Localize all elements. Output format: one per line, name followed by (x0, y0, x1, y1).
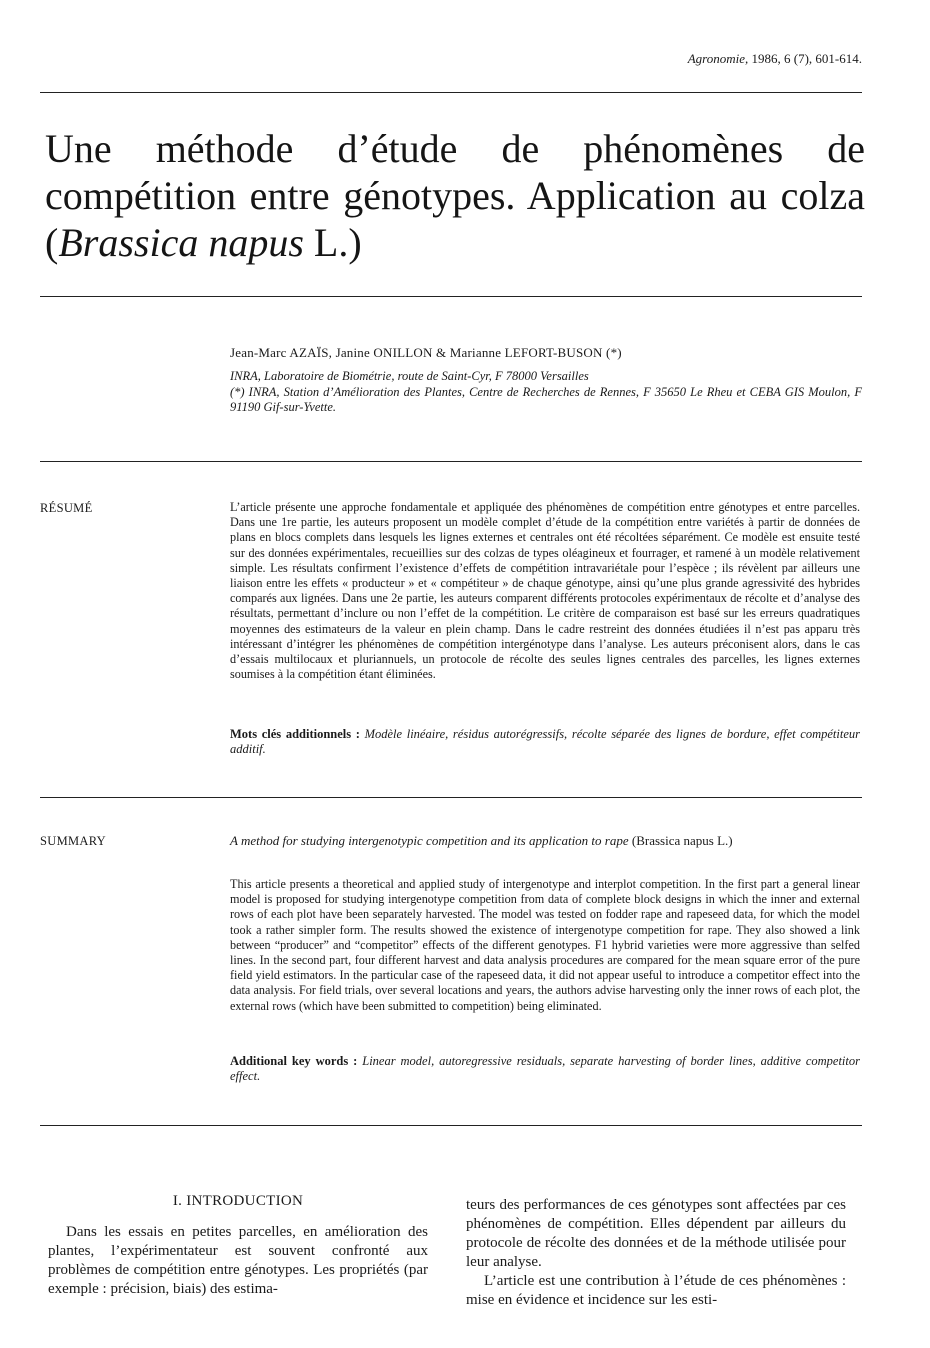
summary-keywords-label: Additional key words : (230, 1054, 358, 1068)
summary-title (230, 833, 862, 849)
affiliation-2: (*) INRA, Station d’Amélioration des Plantes, Centre de Recherches de Rennes, F 35650 Le Rheu et CEBA GIS Moulon, F 91190 Gif-sur-Yvette. (230, 384, 862, 414)
summary-label: SUMMARY (40, 834, 107, 848)
introduction-paragraph-right-1: teurs des performances de ces génotypes sont affectées par ces phénomènes de compétition. Elles dépendent par ailleurs du protocole de récolte des données et de la méthode utilisée pour leur analyse. (466, 1197, 846, 1270)
journal-volume-pages: 1986, 6 (7), 601-614. (751, 51, 862, 66)
summary-text: This article presents a theoretical and applied study of intergenotype and interplot competition. In the first part a general linear model is proposed for studying intergenotype competition from data of complete block designs in which the inner and external rows of each plot have been separately harvested. The model was tested on fodder rape and rapeseed data, for which the model took a rather simpler form. The results showed the existence of intergenotype competition for rape. They also showed a link between “producer” and “competitor” effects of the different genotypes. F1 hybrid varieties were more aggressive than selfed lines. In the second part, four different harvest and data analysis procedures are compared for the mean square error of the pure field yield estimators. In the particular case of the rapeseed data, it did not appear useful to introduce a competitor effect into the data analysis. For field trials, over several locations and years, the authors advise harvesting only the inner rows of each plot, the external rows (which have been submitted to competition) being eliminated. (230, 877, 860, 1013)
title-main: Une méthode d’étude de phénomènes de compétition entre génotypes. Application au colza ( (45, 126, 865, 265)
authors-rule (40, 461, 862, 462)
introduction-heading: I. INTRODUCTION (172, 1193, 304, 1209)
resume-text: L’article présente une approche fondamentale et appliquée des phénomènes de compétition entre génotypes et entre parcelles. Dans une 1re partie, les auteurs proposent un modèle complet d’étude de la compétition entre variétés à partir de données de plans en blocs complets dans lesquels les lignes externes et centrales ont été récoltées séparément. Ce modèle est ensuite testé sur des données expérimentales, recueillies sur des colzas de types oléagineux et fourrager, et ramené à un modèle relativement simple. Les résultats confirment l’existence d’effets de compétition intravariétale pour l’espèce ; ils révèlent par ailleurs une liaison entre les effets « producteur » et « compétiteur » de chaque génotype, ainsi qu’une plus grande agressivité des hybrides comparés aux lignées. Dans une 2e partie, les auteurs comparent différents protocoles expérimentaux de récolte et d’analyse des résultats, permettant d’inclure ou non l’effet de la compétition. Le critère de comparaison est basé sur les erreurs quadratiques moyennes des estimateurs de la valeur en plein champ. Dans le cadre restreint des données étudiées il n’est pas apparu très intéressant d’intégrer les phénomènes de compétition intergénotype dans l’analyse. Les auteurs préconisent alors, dans le cas d’essais multilocaux et pluriannuels, un protocole de récolte des seules lignes centrales des parcelles, les lignes externes soumises à la compétition étant éliminées. (230, 500, 860, 682)
authors-line: Jean-Marc AZAÏS, Janine ONILLON & Marianne LEFORT-BUSON (*) (230, 345, 622, 360)
resume-keywords-text: Modèle linéaire, résidus autorégressifs, récolte séparée des lignes de bordure, effet compétiteur additif. (230, 727, 860, 757)
left-column (48, 1192, 428, 1299)
affiliation-1: INRA, Laboratoire de Biométrie, route de Saint-Cyr, F 78000 Versailles (230, 369, 589, 383)
resume-rule (40, 797, 862, 798)
header-rule (40, 92, 862, 93)
summary-title-scientific: (Brassica napus L.) (631, 833, 733, 848)
journal-reference (688, 51, 862, 67)
journal-name: Agronomie, (687, 51, 749, 66)
summary-title-text: A method for studying intergenotypic competition and its application to rape (230, 833, 629, 848)
title-rule (40, 296, 862, 297)
title-suffix: L.) (303, 220, 362, 265)
resume-label: RÉSUMÉ (40, 501, 93, 515)
article-title (45, 125, 865, 266)
right-column (466, 1196, 846, 1310)
affiliations (230, 369, 862, 416)
summary-keywords (230, 1054, 860, 1084)
summary-keywords-text: Linear model, autoregressive residuals, separate harvesting of border lines, additive competitor effect. (230, 1054, 860, 1084)
title-scientific-name: Brassica napus (58, 220, 304, 265)
resume-keywords-label: Mots clés additionnels : (230, 727, 360, 741)
resume-keywords (230, 727, 860, 757)
introduction-paragraph-right-2: L’article est une contribution à l’étude de ces phénomènes : mise en évidence et incidence sur les esti- (466, 1273, 846, 1308)
summary-rule (40, 1125, 862, 1126)
introduction-paragraph-left: Dans les essais en petites parcelles, en amélioration des plantes, l’expérimentateur est souvent confronté aux problèmes de compétition entre génotypes. Les propriétés (par exemple : précision, biais) des estima- (48, 1224, 428, 1297)
